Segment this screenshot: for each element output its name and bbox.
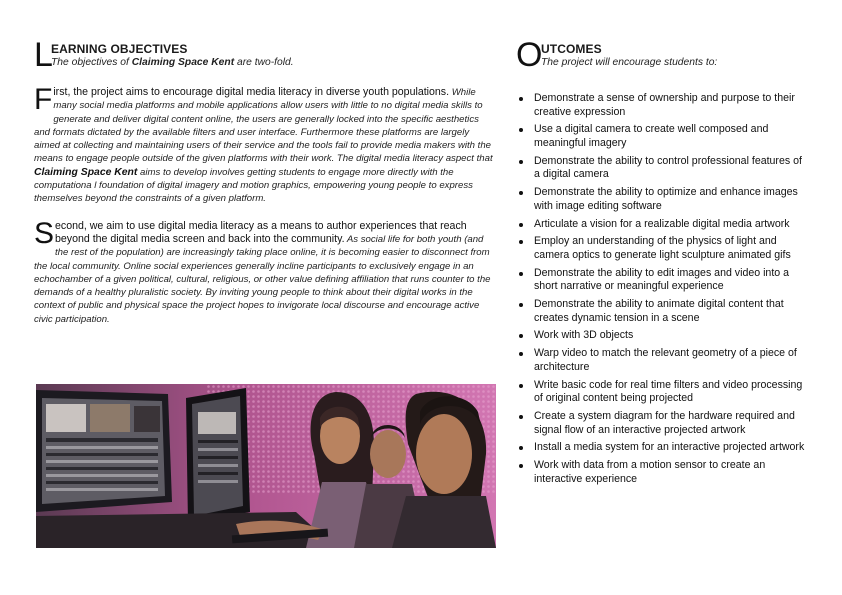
monitor-center [186,388,250,524]
paragraph-second-dropcap: S [34,216,55,250]
learning-objectives-heading [34,36,496,74]
paragraph-first-project-name: Claiming Space Kent [34,166,138,178]
objective-paragraph-second [34,216,496,326]
subtitle-pre: The objectives of [51,57,132,68]
list-item: Warp video to match the relevant geometry of a piece of architecture [516,347,806,374]
list-item: Demonstrate the ability to optimize and enhance images with image editing software [516,186,806,213]
outcomes-column [516,36,806,490]
list-item: Demonstrate a sense of ownership and purpose to their creative expression [516,92,806,119]
learning-objectives-column [34,36,496,326]
students-editing-illustration [36,384,496,548]
paragraph-first-body-a: While many social media platforms and mobile applications allow users with little to no digital media skills to generate and deliver digital content online, the users are generally locked into the specific aesthetics and formats dictated by the available filters and user interface. Furthermore these platforms are largely aimed at collecting and maintaining users of their service and the tools fail to provide media makers with the means to engage people outside of the given platforms with their work. The digital media literacy aspect that [34,87,493,165]
list-item: Create a system diagram for the hardware required and signal flow of an interactive projected artwork [516,410,806,437]
monitor-left [36,390,172,512]
outcomes-title: UTCOMES [541,42,602,56]
subtitle-project-name: Claiming Space Kent [131,57,235,68]
paragraph-first-dropcap: F [34,83,53,116]
list-item: Articulate a vision for a realizable digital media artwork [516,218,806,232]
list-item: Work with 3D objects [516,329,806,343]
list-item: Employ an understanding of the physics of light and camera optics to generate light sculpture animated gifs [516,235,806,262]
list-item: Work with data from a motion sensor to create an interactive experience [516,459,806,486]
outcomes-list [516,92,806,486]
paragraph-second-body: As social life for both youth (and the rest of the population) are increasingly taking place online, it is becoming easier to disconnect from the local community. Online social experiences generally incline participants to exclusively engage in an echochamber of a given political, cultural, religious, or other value defining affiliation that runs counter to the demands of a healthy pluralistic society. By inviting young people to think about their digital works in the context of public and physical space the project hopes to invigorate local discourse and encourage active civic participation. [34,233,491,325]
learning-objectives-dropcap: L [34,36,53,74]
outcomes-dropcap: O [516,36,543,74]
list-item: Demonstrate the ability to control professional features of a digital camera [516,155,806,182]
outcomes-heading [516,36,806,74]
learning-objectives-subtitle [51,57,294,68]
outcomes-subtitle: The project will encourage students to: [541,57,718,68]
paragraph-first-lead: irst, the project aims to encourage digital media literacy in diverse youth populations. [53,86,450,98]
subtitle-post: are two-fold. [234,57,294,68]
list-item: Install a media system for an interactive projected artwork [516,441,806,455]
illustration-svg [36,384,496,548]
list-item: Demonstrate the ability to edit images and video into a short narrative or meaningful experience [516,267,806,294]
list-item: Demonstrate the ability to animate digital content that creates dynamic tension in a scene [516,298,806,325]
paragraph-first-body-b: aims to develop involves getting students to engage more directly with the computationa l foundation of digital imagery and motion graphics, empowering young people to express themselves beyond the constraints of a given platform. [34,166,473,205]
list-item: Use a digital camera to create well composed and meaningful imagery [516,123,806,150]
objective-paragraph-first [34,83,496,206]
learning-objectives-title: EARNING OBJECTIVES [51,42,188,56]
list-item: Write basic code for real time filters and video processing of original content being projected [516,379,806,406]
paragraph-second-lead: econd, we aim to use digital media literacy as a means to author experiences that reach beyond the digital media screen and back into the community. [55,219,467,245]
